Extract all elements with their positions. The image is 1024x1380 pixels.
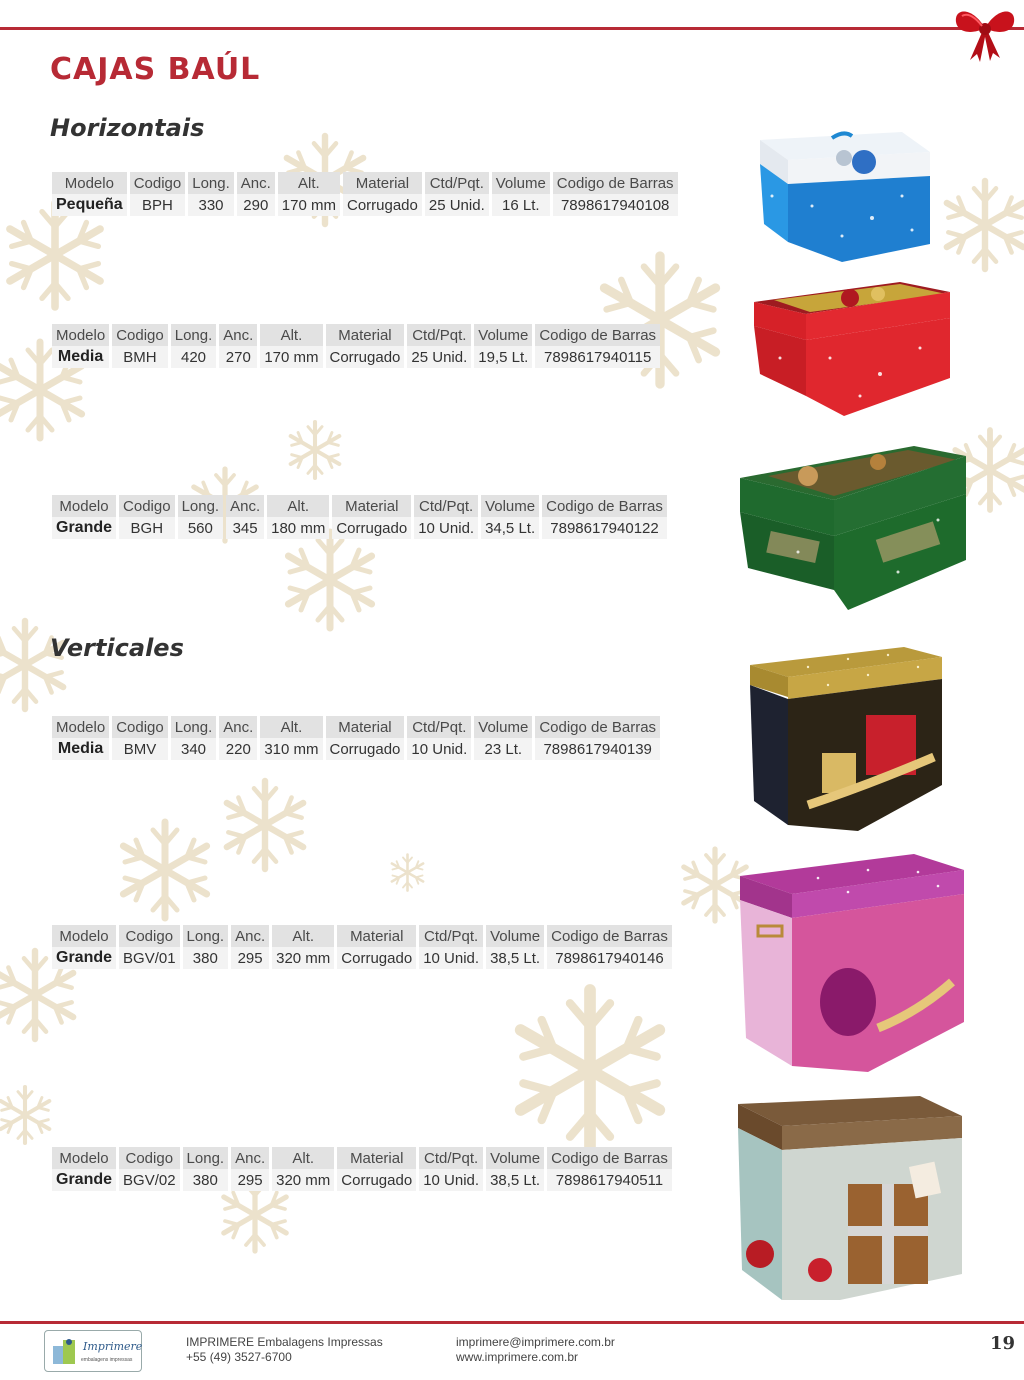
column-header-modelo: Modelo bbox=[52, 172, 127, 194]
ribbon-bow-icon bbox=[950, 2, 1020, 64]
spec-table bbox=[49, 495, 670, 539]
table-header-row bbox=[52, 324, 660, 346]
column-header-material: Material bbox=[326, 324, 405, 346]
width-value: 295 bbox=[231, 947, 269, 969]
section-title-horizontais: Horizontais bbox=[50, 114, 205, 142]
volume-value: 38,5 Lt. bbox=[486, 1169, 544, 1191]
column-header-volume: Volume bbox=[492, 172, 550, 194]
column-header-barcode: Codigo de Barras bbox=[553, 172, 678, 194]
product-code: BPH bbox=[130, 194, 186, 216]
pink-christmas-box-vertical bbox=[738, 852, 966, 1074]
column-header-anc: Anc. bbox=[226, 495, 264, 517]
column-header-alt: Alt. bbox=[267, 495, 329, 517]
model-name: Media bbox=[52, 738, 109, 760]
volume-value: 23 Lt. bbox=[474, 738, 532, 760]
column-header-alt: Alt. bbox=[278, 172, 340, 194]
footer-web-block bbox=[456, 1335, 615, 1365]
column-header-modelo: Modelo bbox=[52, 925, 116, 947]
column-header-barcode: Codigo de Barras bbox=[535, 324, 660, 346]
snowflake-decoration-icon bbox=[930, 170, 1024, 280]
width-value: 345 bbox=[226, 517, 264, 539]
height-value: 180 mm bbox=[267, 517, 329, 539]
barcode-number: 7898617940139 bbox=[535, 738, 660, 760]
column-header-codigo: Codigo bbox=[112, 324, 168, 346]
column-header-alt: Alt. bbox=[272, 1147, 334, 1169]
column-header-ctd: Ctd/Pqt. bbox=[419, 925, 483, 947]
column-header-ctd: Ctd/Pqt. bbox=[407, 716, 471, 738]
column-header-anc: Anc. bbox=[219, 324, 257, 346]
footer-phone: +55 (49) 3527-6700 bbox=[186, 1350, 292, 1364]
column-header-ctd: Ctd/Pqt. bbox=[414, 495, 478, 517]
length-value: 560 bbox=[178, 517, 224, 539]
column-header-alt: Alt. bbox=[272, 925, 334, 947]
snowflake-decoration-icon bbox=[580, 240, 740, 400]
spec-table bbox=[49, 925, 675, 969]
table-row bbox=[52, 346, 660, 368]
pack-quantity: 25 Unid. bbox=[407, 346, 471, 368]
length-value: 380 bbox=[183, 947, 229, 969]
column-header-codigo: Codigo bbox=[119, 1147, 180, 1169]
column-header-long: Long. bbox=[183, 1147, 229, 1169]
pack-quantity: 10 Unid. bbox=[419, 1169, 483, 1191]
pack-quantity: 10 Unid. bbox=[414, 517, 478, 539]
product-code: BMV bbox=[112, 738, 168, 760]
material-value: Corrugado bbox=[337, 1169, 416, 1191]
column-header-modelo: Modelo bbox=[52, 1147, 116, 1169]
column-header-alt: Alt. bbox=[260, 716, 322, 738]
material-value: Corrugado bbox=[343, 194, 422, 216]
column-header-volume: Volume bbox=[474, 716, 532, 738]
length-value: 330 bbox=[188, 194, 234, 216]
column-header-codigo: Codigo bbox=[119, 925, 180, 947]
table-row bbox=[52, 1169, 672, 1191]
pack-quantity: 10 Unid. bbox=[419, 947, 483, 969]
volume-value: 34,5 Lt. bbox=[481, 517, 539, 539]
column-header-barcode: Codigo de Barras bbox=[542, 495, 667, 517]
column-header-volume: Volume bbox=[481, 495, 539, 517]
logo-mark-icon bbox=[51, 1336, 81, 1366]
column-header-volume: Volume bbox=[474, 324, 532, 346]
snowflake-decoration-icon bbox=[490, 970, 690, 1170]
column-header-volume: Volume bbox=[486, 1147, 544, 1169]
column-header-codigo: Codigo bbox=[130, 172, 186, 194]
column-header-modelo: Modelo bbox=[52, 324, 109, 346]
column-header-anc: Anc. bbox=[231, 1147, 269, 1169]
product-code: BGV/02 bbox=[119, 1169, 180, 1191]
brown-christmas-box-vertical bbox=[736, 1094, 964, 1302]
material-value: Corrugado bbox=[326, 738, 405, 760]
material-value: Corrugado bbox=[332, 517, 411, 539]
width-value: 295 bbox=[231, 1169, 269, 1191]
column-header-ctd: Ctd/Pqt. bbox=[419, 1147, 483, 1169]
column-header-material: Material bbox=[337, 1147, 416, 1169]
snowflake-decoration-icon bbox=[105, 810, 225, 930]
column-header-barcode: Codigo de Barras bbox=[547, 925, 672, 947]
barcode-number: 7898617940108 bbox=[553, 194, 678, 216]
column-header-material: Material bbox=[337, 925, 416, 947]
width-value: 290 bbox=[237, 194, 275, 216]
green-christmas-box-horizontal bbox=[738, 440, 968, 612]
volume-value: 38,5 Lt. bbox=[486, 947, 544, 969]
table-header-row bbox=[52, 1147, 672, 1169]
snowflake-decoration-icon bbox=[0, 610, 80, 720]
column-header-codigo: Codigo bbox=[119, 495, 175, 517]
footer-email[interactable]: imprimere@imprimere.com.br bbox=[456, 1335, 615, 1349]
product-code: BMH bbox=[112, 346, 168, 368]
column-header-ctd: Ctd/Pqt. bbox=[407, 324, 471, 346]
header-rule bbox=[0, 27, 1024, 30]
snowflake-decoration-icon bbox=[210, 770, 320, 880]
footer-website[interactable]: www.imprimere.com.br bbox=[456, 1350, 579, 1364]
column-header-codigo: Codigo bbox=[112, 716, 168, 738]
column-header-long: Long. bbox=[188, 172, 234, 194]
table-row bbox=[52, 738, 660, 760]
red-christmas-box-horizontal bbox=[750, 278, 954, 418]
table-header-row bbox=[52, 172, 678, 194]
height-value: 320 mm bbox=[272, 947, 334, 969]
page-title: CAJAS BAÚL bbox=[50, 52, 261, 87]
blue-christmas-box-horizontal bbox=[752, 126, 934, 266]
column-header-volume: Volume bbox=[486, 925, 544, 947]
table-row bbox=[52, 194, 678, 216]
column-header-anc: Anc. bbox=[219, 716, 257, 738]
model-name: Grande bbox=[52, 1169, 116, 1191]
width-value: 270 bbox=[219, 346, 257, 368]
column-header-long: Long. bbox=[171, 716, 217, 738]
column-header-anc: Anc. bbox=[231, 925, 269, 947]
column-header-material: Material bbox=[326, 716, 405, 738]
gold-christmas-box-vertical bbox=[748, 645, 944, 835]
length-value: 380 bbox=[183, 1169, 229, 1191]
table-header-row bbox=[52, 925, 672, 947]
column-header-alt: Alt. bbox=[260, 324, 322, 346]
pack-quantity: 25 Unid. bbox=[425, 194, 489, 216]
column-header-long: Long. bbox=[178, 495, 224, 517]
column-header-modelo: Modelo bbox=[52, 495, 116, 517]
column-header-material: Material bbox=[332, 495, 411, 517]
column-header-long: Long. bbox=[183, 925, 229, 947]
column-header-material: Material bbox=[343, 172, 422, 194]
spec-table bbox=[49, 1147, 675, 1191]
logo-wordmark: Imprimere bbox=[83, 1340, 143, 1353]
footer-contact-block bbox=[186, 1335, 383, 1365]
material-value: Corrugado bbox=[337, 947, 416, 969]
column-header-long: Long. bbox=[171, 324, 217, 346]
barcode-number: 7898617940122 bbox=[542, 517, 667, 539]
page-number: 19 bbox=[990, 1333, 1016, 1354]
spec-table bbox=[49, 324, 663, 368]
model-name: Media bbox=[52, 346, 109, 368]
volume-value: 19,5 Lt. bbox=[474, 346, 532, 368]
company-logo bbox=[44, 1330, 142, 1372]
height-value: 170 mm bbox=[278, 194, 340, 216]
snowflake-decoration-icon bbox=[385, 850, 430, 895]
pack-quantity: 10 Unid. bbox=[407, 738, 471, 760]
length-value: 340 bbox=[171, 738, 217, 760]
column-header-barcode: Codigo de Barras bbox=[535, 716, 660, 738]
model-name: Grande bbox=[52, 947, 116, 969]
barcode-number: 7898617940115 bbox=[535, 346, 660, 368]
height-value: 320 mm bbox=[272, 1169, 334, 1191]
volume-value: 16 Lt. bbox=[492, 194, 550, 216]
barcode-number: 7898617940511 bbox=[547, 1169, 672, 1191]
width-value: 220 bbox=[219, 738, 257, 760]
material-value: Corrugado bbox=[326, 346, 405, 368]
table-header-row bbox=[52, 716, 660, 738]
table-row bbox=[52, 517, 667, 539]
column-header-modelo: Modelo bbox=[52, 716, 109, 738]
column-header-anc: Anc. bbox=[237, 172, 275, 194]
length-value: 420 bbox=[171, 346, 217, 368]
table-header-row bbox=[52, 495, 667, 517]
snowflake-decoration-icon bbox=[280, 415, 350, 485]
footer-company: IMPRIMERE Embalagens Impressas bbox=[186, 1335, 383, 1349]
product-code: BGH bbox=[119, 517, 175, 539]
footer-rule bbox=[0, 1321, 1024, 1324]
column-header-barcode: Codigo de Barras bbox=[547, 1147, 672, 1169]
snowflake-decoration-icon bbox=[0, 1080, 60, 1150]
column-header-ctd: Ctd/Pqt. bbox=[425, 172, 489, 194]
spec-table bbox=[49, 716, 663, 760]
section-title-verticales: Verticales bbox=[50, 634, 184, 662]
spec-table bbox=[49, 172, 681, 216]
logo-subtitle: embalagens impressas bbox=[81, 1357, 133, 1363]
model-name: Pequeña bbox=[52, 194, 127, 216]
table-row bbox=[52, 947, 672, 969]
barcode-number: 7898617940146 bbox=[547, 947, 672, 969]
product-code: BGV/01 bbox=[119, 947, 180, 969]
model-name: Grande bbox=[52, 517, 116, 539]
height-value: 170 mm bbox=[260, 346, 322, 368]
height-value: 310 mm bbox=[260, 738, 322, 760]
